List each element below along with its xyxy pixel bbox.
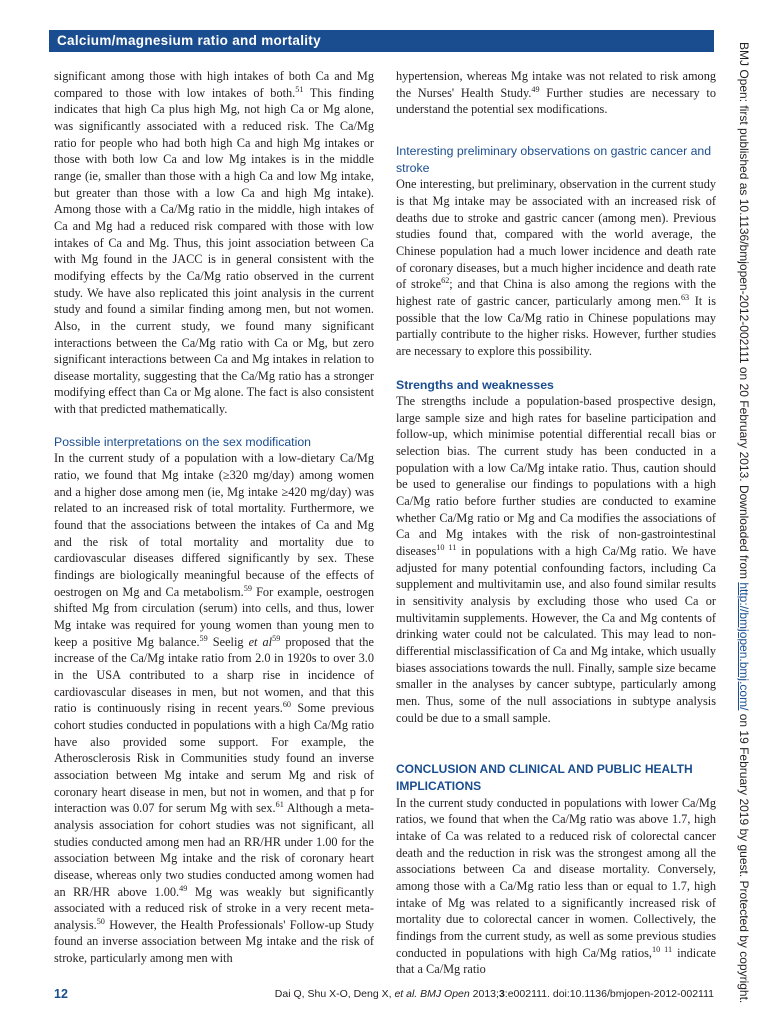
footer-citation: Dai Q, Shu X-O, Deng X, et al. BMJ Open 2013;3:e002111. doi:10.1136/bmjopen-2012-002111: [274, 988, 714, 1000]
citation-ref[interactable]: 61: [275, 800, 284, 810]
right-paragraph-1: hypertension, whereas Mg intake was not related to risk among the Nurses' Health Study.$^{49}$ Further studies are necessary to understand the potential sex modifications.: [396, 69, 716, 117]
running-header-title: Calcium/magnesium ratio and mortality: [57, 33, 321, 48]
side-note-text: BMJ Open: first published as 10.1136/bmjopen-2012-002111 on 20 February 2013. Downloaded from http://bmjopen.bmj.com/ on 19 February 2019 by guest. Protected by copyright.: [737, 42, 751, 1004]
journal-link[interactable]: http://bmjopen.bmj.com/: [737, 582, 751, 711]
citation-ref[interactable]: 10 11: [651, 944, 673, 954]
left-column: [54, 68, 374, 967]
citation-ref[interactable]: 50: [96, 916, 105, 926]
citation-ref[interactable]: 63: [680, 292, 690, 302]
citation-ref[interactable]: 60: [282, 700, 291, 710]
right-column: [396, 68, 716, 978]
page-number: 12: [54, 987, 68, 1001]
citation-ref[interactable]: 59: [243, 583, 252, 593]
citation-ref[interactable]: 59: [199, 633, 208, 643]
citation-ref[interactable]: 49: [179, 883, 188, 893]
side-copyright-note: [735, 42, 755, 1004]
section-heading-gastric-stroke: Interesting preliminary observations on gastric cancer and stroke: [396, 143, 712, 175]
running-header-bar: [49, 30, 714, 52]
section-heading-sex-modification: Possible interpretations on the sex modification: [54, 434, 312, 449]
citation-ref[interactable]: 49: [531, 84, 540, 94]
left-paragraph-1: significant among those with high intakes of both Ca and Mg compared to those with low intakes of both.$^{51}$ This finding indicates that high Ca plus high Mg, not high Ca or Mg alone, was significantly associated with a reduced risk. The Ca/Mg ratio for people who had both high Ca and high Mg intakes or those with both low Ca and low Mg intakes is in the middle range (ie, smaller than those with a high Ca and low Mg intake, but greater than those with a low Ca and high Mg intake). Among those with a Ca/Mg ratio in the middle, high intakes of Ca and Mg had a reduced risk compared with those with low intakes of Ca and Mg. Thus, this joint association between Ca with Mg found in the JACC is in general consistent with the modifying effects by the Ca/Mg ratio observed in the current study. We have also replicated this joint analysis in the current study and found a similar finding among men, but not women. Also, in the current study, we found many significant interactions between the Ca/Mg ratio with Ca or Mg, but zero significant interactions between Ca and Mg intakes in relation to disease mortality, suggesting that the Ca/Mg ratio has a stronger modifying effect than Ca or Mg alone. The fact is also consistent with that predicted mathematically.: [54, 69, 375, 417]
citation-ref[interactable]: 10 11: [436, 543, 457, 553]
right-paragraph-2: One interesting, but preliminary, observation in the current study is that Mg intake may be associated with an increased risk of deaths due to stroke and gastric cancer (among men). Previous studies found that, compared with the world average, the Chinese population had a much lower incidence and death rate of coronary diseases, but a much higher incidence and death rate of stroke$^{62}$; and that China is also among the regions with the highest rate of gastric cancer, particularly among men.$^{63}$ It is possible that the low Ca/Mg ratio in Chinese populations may partially contribute to the higher risks. However, further studies are necessary to explore this possibility.: [396, 177, 716, 358]
citation-ref[interactable]: 59: [272, 633, 281, 643]
right-paragraph-4: In the current study conducted in populations with lower Ca/Mg ratios, we found that when the Ca/Mg ratio was above 1.7, high intake of Ca was related to a reduced risk of colorectal cancer death and the reduction in risk was the strongest among all the associations between Ca and disease mortality. Conversely, among those with a Ca/Mg ratio less than or equal to 1.7, high intake of Mg was related to a significantly increased risk of mortality due to colorectal cancer in women. Collectively, the findings from the current study, as well as some previous studies conducted in populations with high Ca/Mg ratios,$^{10 11}$ indicate that a Ca/Mg ratio: [396, 795, 717, 977]
right-paragraph-3: The strengths include a population-based prospective design, large sample size and high rates for baseline participation and follow-up, which minimise potential differential recall bias or selection bias. The current study has been conducted in a population with a low Ca/Mg intake ratio. Thus, caution should be used to generalise our findings to populations with a high Ca/Mg ratio before further studies are conducted to examine whether Ca/Mg ratio or Mg and Ca modifies the associations of Ca and Mg intakes with the risk of non-gastrointestinal diseases$^{10 11}$ in populations with a high Ca/Mg ratio. We have adjusted for many potential confounding factors, including Ca supplement and multivitamin use, and also found similar results in sensitivity analysis by excluding those who used Ca or multivitamin supplements. However, the Ca and Mg contents of drinking water could not be calculated. This may lead to non-differential misclassification of Ca and Mg intake, which usually biases associations towards the null. Finally, sample size became smaller in the analyses by cancer subtype, particularly among men. Thus, some of the null associations in subtype analysis could be due to a small sample.: [396, 394, 716, 725]
section-heading-conclusion: CONCLUSION AND CLINICAL AND PUBLIC HEALTH IMPLICATIONS: [396, 762, 693, 793]
left-paragraph-2: In the current study of a population with a low-dietary Ca/Mg ratio, we found that Mg intake (≥320 mg/day) among women and a higher dose among men (ie, Mg intake ≥420 mg/day) was related to an increased risk of total mortality. Furthermore, we found that the associations between the intakes of Ca and Mg and the risk of total mortality and mortality due to cardiovascular diseases differed significantly by sex. These findings are biologically meaningful because of the effects of oestrogen on Mg and Ca metabolism.$^{59}$ For example, oestrogen shifted Mg from circulation (serum) into cells, and thus, lower Mg intake was required for young women than young men to keep a positive Mg balance.$^{59}$ Seelig et $al^{59}$ proposed that the increase of the Ca/Mg intake ratio from 2.0 in 1920s to over 3.0 in the USA contributed to a sharp rise in incidence of cardiovascular diseases in men, but not women, and that this ratio is continuously rising in recent years.$^{60}$ Some previous cohort studies conducted in populations with a high Ca/Mg ratio have also provided some support. For example, the Atherosclerosis Risk in Communities study found an inverse association between Mg intake and serum Mg and risk of coronary heart disease in men, but not in women, and that p for interaction was 0.07 for serum Mg with sex.$^{61}$ Although a meta-analysis association for cohort studies was not significant, all studies conducted among men had an RR/HR under 1.00 for the association between Mg intake and the risk of coronary heart disease, whereas only two studies conducted among women had an RR/HR above 1.00.49 Mg was weakly but significantly associated with a reduced risk of stroke in a very recent meta-analysis.$^{50}$ However, the Health Professionals' Follow-up Study found an inverse association between Mg intake and the risk of stroke, particularly among men with: [54, 451, 375, 966]
section-heading-strengths: Strengths and weaknesses: [396, 377, 554, 392]
citation-ref[interactable]: 51: [295, 84, 304, 94]
citation-ref[interactable]: 62: [441, 276, 450, 286]
